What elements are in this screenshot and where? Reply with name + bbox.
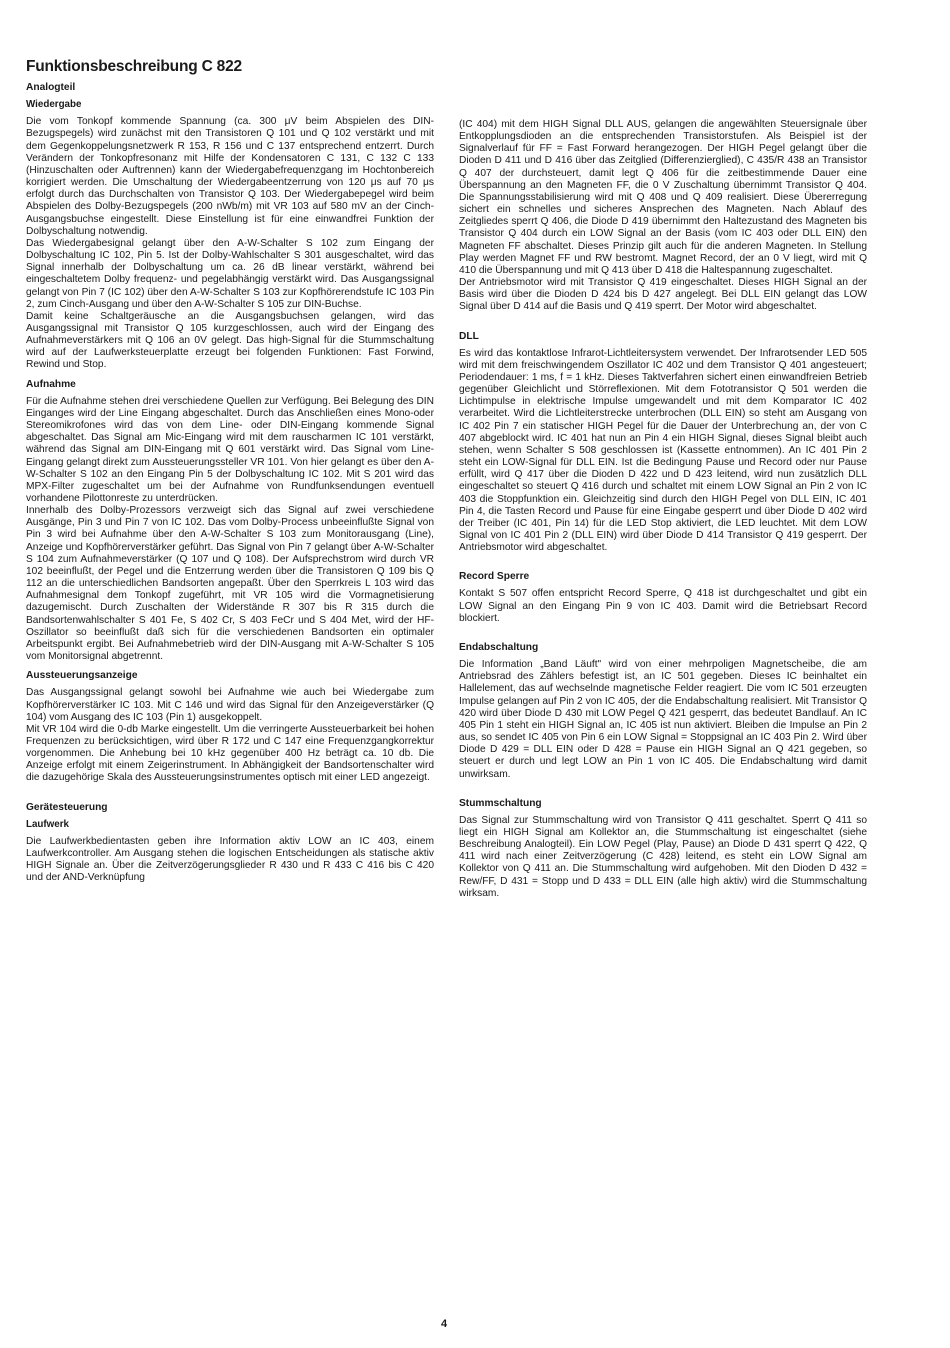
left-column [26,82,434,885]
subsection-heading-wiedergabe: Wiedergabe [26,99,82,111]
section-heading-geraetesteuerung: Gerätesteuerung [26,801,108,813]
section-heading-dll: DLL [459,330,479,342]
page-number: 4 [441,1318,448,1330]
paragraph: Mit VR 104 wird die 0-db Marke eingestellt. Um die verringerte Aussteuerbarkeit bei hohen Frequenzen zu berücksichtigen, wird über R 172 und C 147 eine Frequenzgangkorrektur vorgenommen. Die Anhebung bei 10 kHz gegenüber 400 Hz beträgt ca. 10 db. Die Anzeige erfolgt mit einem Zeigerinstrument. In Abhängigkeit der Bandsortenschalter wird die dazugehörige Skala des Aussteuerungsinstrumentes optisch mit einer LED angezeigt. [26,723,434,784]
section-heading-analogteil: Analogteil [26,82,76,93]
paragraph: Die Information „Band Läuft" wird von einer mehrpoligen Magnetscheibe, die am Antriebsrad des Zählers befestigt ist, an IC 501 gegeben. Dieses IC beinhaltet ein Hallelement, das auf wechselnde magnetische Felder reagiert. Die vom IC 501 erzeugten Impulse gelangen auf Pin 2 von IC 405, der die Endabschaltung realisiert. Mit Transistor Q 420 wird über Diode D 430 mit LOW Pegel Q 421 gesperrt, das bedeutet Bandlauf. An IC 405 Pin 1 steht ein HIGH Signal an, IC 405 ist nun aktiviert. Bleiben die Impulse an Pin 2 aus, so sendet IC 405 von Pin 6 ein LOW Signal = Stoppsignal an IC 403 Pin 2. Wird über Diode D 429 = DLL EIN oder D 428 = Pause ein HIGH Signal an Q 421 gegeben, so steuert er durch und legt LOW an Pin 1 von IC 405. Die Endabschaltung wird damit unwirksam. [459,659,867,780]
document-title: Funktionsbeschreibung C 822 [26,58,242,75]
section-heading-record-sperre: Record Sperre [459,571,530,583]
paragraph: Die Laufwerkbedientasten geben ihre Information aktiv LOW an IC 403, einem Laufwerkcontroller. Am Ausgang stehen die logischen Entscheidungen als statische aktiv HIGH Signale an. Über die Zeitverzögerungsglieder R 430 und R 433 C 416 bis C 420 und der AND-Verknüpfung [26,835,434,884]
paragraph: Die vom Tonkopf kommende Spannung (ca. 300 μV beim Abspielen des DIN-Bezugspegels) wird zunächst mit den Transistoren Q 101 und Q 102 verstärkt und mit dem Gegenkoppelungsnetzwerk R 153, R 156 und C 137 entsprechend entzerrt. Durch Verändern der Tonkopfresonanz mit Hilfe der Kondensatoren C 131, C 132 C 133 (Hinzuschalten oder Auftrennen) kann der Wiedergabefrequenzgang im Hochtonbereich korrigiert werden. Die Umschaltung der Wiedergabeentzerrung von 120 μs auf 70 μs erfolgt durch das Durchschalten von Transistor Q 103. Der Wiedergabepegel wird beim Abspielen des Dolby-Bezugspegels (200 nWb/m) mit VR 103 auf 580 mV an der Cinch-Ausgangsbuchse eingestellt. Diese Einstellung ist für eine einwandfrei Funktion der Dolbyschaltung notwendig. [26,116,434,237]
paragraph: Das Ausgangssignal gelangt sowohl bei Aufnahme wie auch bei Wiedergabe zum Kopfhörerverstärker IC 103. Mit C 146 und wird das Signal für den Anzeigeverstärker (Q 104) vom Ausgang des IC 103 (Pin 1) ausgekoppelt. [26,687,434,723]
paragraph: Innerhalb des Dolby-Prozessors verzweigt sich das Signal auf zwei verschiedene Ausgänge, Pin 3 und Pin 7 von IC 102. Das vom Dolby-Process unbeeinflußte Signal von Pin 3 wird bei Aufnahme über den A-W-Schalter S 103 zum Monitorausgang (Line), Anzeige und Kopfhörerverstärker geführt. Das Signal von Pin 7 gelangt über A-W-Schalter S 104 zum Aufnahmeverstärker (Q 107 und Q 108). Der Aufsprechstrom wird durch VR 102 beeinflußt, der Pegel und die Entzerrung werden über die Transistoren Q 109 bis Q 112 an die unterschiedlichen Bandsorten angepaßt. Über den Sperrkreis L 103 wird das Aufnahmesignal dem Tonkopf zugeführt, mit VR 105 wird die Vormagnetisierung dazugemischt. Durch Zuschalten der Widerstände R 307 bis R 315 durch die Bandsortenwahlschalter S 401 Fe, S 402 Cr, S 403 FeCr und S 404 Met, wird der HF-Oszillator so beeinflußt daß sich für die verschiedenen Bandsorten ein optimaler Arbeitspunkt ergibt. Bei Aufnahmebetrieb wird der DIN-Ausgang mit A-W-Schalter S 105 vom Monitorsignal abgetrennt. [26,505,434,663]
subsection-heading-laufwerk: Laufwerk [26,818,70,830]
paragraph: Damit keine Schaltgeräusche an die Ausgangsbuchsen gelangen, wird das Ausgangssignal mit Transistor Q 105 kurzgeschlossen, auch wird der Eingang des Aufnahmeverstärkers mit Q 106 an 0V gelegt. Das high-Signal für die Stummschaltung wird auf der Laufwerksteuerplatte erzeugt bei folgenden Funktionen: Fast Forwind, Rewind und Stop. [26,310,434,371]
paragraph: Der Antriebsmotor wird mit Transistor Q 419 eingeschaltet. Dieses HIGH Signal an der Basis wird über die Dioden D 424 bis D 427 angelegt. Bei DLL EIN gelangt das LOW Signal über D 414 auf die Basis und Q 419 sperrt. Der Motor wird abgeschaltet. [459,277,867,313]
paragraph: Das Wiedergabesignal gelangt über den A-W-Schalter S 102 zum Eingang der Dolbyschaltung IC 102, Pin 5. Ist der Dolby-Wahlschalter S 301 ausgeschaltet, wird das Signal innerhalb der Dolbyschaltung um ca. 26 dB linear verstärkt, während bei eingeschaltetem Dolby frequenz- und pegelabhängig verstärkt wird. Das Ausgangssignal gelangt von Pin 7 (IC 102) über den A-W-Schalter S 103 zur Kopfhörerendstufe IC 103 Pin 2, zum Cinch-Ausgang und über den A-W-Schalter S 105 zur DIN-Buchse. [26,237,434,310]
section-heading-endabschaltung: Endabschaltung [459,641,539,653]
paragraph: Es wird das kontaktlose Infrarot-Lichtleitersystem verwendet. Der Infrarotsender LED 505 wird mit dem freischwingendem Oszillator IC 402 und dem Transistor Q 401 angesteuert; Periodendauer: 1 ms, f = 1 kHz. Dieses Taktverfahren sichert einen einwandfreien Betrieb gegenüber Gleichlicht und Störreflexionen. Mit dem Fototransistor Q 501 werden die Lichtimpulse in elektrische Impulse umgewandelt und mit dem Komparator IC 402 verarbeitet. Wird die Lichtleiterstrecke unterbrochen (DLL EIN) so steht am Ausgang von IC 402 Pin 7 ein statischer HIGH Pegel für die Dauer der Unterbrechung an, der von C 407 abgeblockt wird. IC 401 hat nun an Pin 4 ein HIGH Signal, dieses Signal bleibt auch stehen, wenn Schalter S 508 geschlossen ist (Kassette entnommen). An IC 401 Pin 2 steht ein LOW-Signal für DLL EIN. Ist die Bedingung Pause und Record oder nur Pause erfüllt, wird Q 417 über die Dioden D 422 und D 423 leitend, wird nun zusätzlich DLL eingeschaltet so steuert Q 416 durch und schaltet mit einem LOW Signal an Pin 2 von IC 403 die Stoppfunktion ein. Gleichzeitig sind durch den HIGH Pegel von DLL EIN, IC 401 Pin 4, die Tasten Record und Pause für eine Eingabe gesperrt und über Diode D 402 wird der Treiber (IC 401, Pin 14) für die LED Stop aktiviert, die LED leuchtet. Mit dem LOW Signal von IC 401 Pin 2 (DLL EIN) wird über Diode D 414 Transistor Q 419 gesperrt. Der Antriebsmotor wird abgeschaltet. [459,347,867,554]
section-heading-aussteuerungsanzeige: Aussteuerungsanzeige [26,670,138,682]
section-heading-aufnahme: Aufnahme [26,378,76,390]
right-column [459,119,867,900]
paragraph: Kontakt S 507 offen entspricht Record Sperre, Q 418 ist durchgeschaltet und gibt ein LOW Signal an den Eingang Pin 9 von IC 403. Damit wird die Betriebsart Record blockiert. [459,588,867,624]
section-heading-stummschaltung: Stummschaltung [459,797,542,809]
paragraph: (IC 404) mit dem HIGH Signal DLL AUS, gelangen die angewählten Steuersignale über Entkopplungsdioden an die entsprechenden Transistorstufen. Als Beispiel ist der Signalverlauf für FF = Fast Forward herangezogen. Der HIGH Pegel gelangt über die Dioden D 411 und D 416 über das Zeitglied (Differenzierglied), C 435/R 438 an Transistor Q 407 der durchsteuert, damit legt Q 406 für die zeitbestimmende Dauer eine Überspannung an den Magneten FF, die 0 V Zuschaltung übernimmt Transistor Q 404. Die Spannungsstabilisierung wird mit Q 408 und Q 409 realisiert. Diese Übererregung sichert ein schnelles und sicheres Ansprechen des Magneten. Nach Ablauf des Zeitgliedes sperrt Q 406, die Diode D 419 übernimmt den Haltezustand des Magneten bis Transistor Q 404 durch ein LOW Signal an der Basis (vom IC 403 oder DLL EIN) den Magneten FF abschaltet. Dieses Prinzip gilt auch für die anderen Magneten. In Stellung Play werden Magnet FF und RW bestromt. Magnet Record, der an 0 V liegt, wird mit Q 410 die Überspannung und mit Q 413 über D 418 die Haltespannung zugeschaltet. [459,119,867,276]
paragraph: Für die Aufnahme stehen drei verschiedene Quellen zur Verfügung. Bei Belegung des DIN Einganges wird der Line Eingang abgeschaltet. Durch das Anschließen eines Mono-oder Stereomikrofones wird das von dem Line- oder DIN-Eingang kommende Signal abgeschaltet. Das Signal am Mic-Eingang wird mit dem rauscharmen IC 101 verstärkt, während das Signal am DIN-Eingang mit Q 601 verstärkt wird. Das Signal vom Line-Eingang gelangt direkt zum Aussteuerungssteller VR 101. Von hier gelangt es über den A-W-Schalter S 102 an den Eingang Pin 5 der Dolbyschaltung IC 102. Mit S 201 wird das MPX-Filter zugeschaltet um bei der Aufnahme von Rundfunksendungen eventuell vorhandene Pilottonreste zu unterdrücken. [26,395,434,504]
paragraph: Das Signal zur Stummschaltung wird von Transistor Q 411 geschaltet. Sperrt Q 411 so liegt ein HIGH Signal am Kollektor an, die Stummschaltung ist eingeschaltet (siehe Beschreibung Analogteil). Ein LOW Pegel (Play, Pause) an Diode D 431 sperrt Q 422, Q 411 wird nach einer Zeitverzögerung (C 428) leitend, es steht ein LOW Signal am Kollektor von Q 411 an. Die Stummschaltung wird aufgehoben. Mit den Dioden D 432 = Rew/FF, D 431 = Stopp und D 433 = DLL EIN (alle high aktiv) wird die Stummschaltung wirksam. [459,814,867,899]
